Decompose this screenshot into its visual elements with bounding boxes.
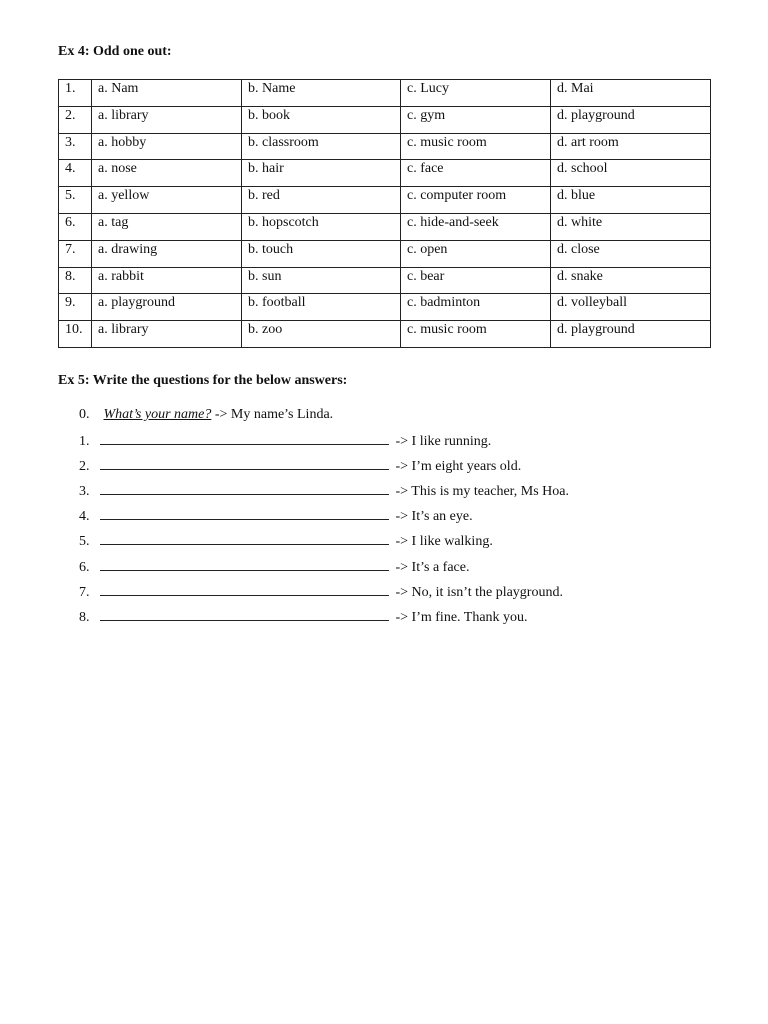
row-number: 7. [59,240,92,267]
option-c: c. bear [401,267,551,294]
answer-blank[interactable] [100,506,389,520]
answer-blank[interactable] [100,456,389,470]
table-row [59,240,711,267]
option-b: b. hopscotch [242,213,401,240]
answer-blank[interactable] [100,607,389,621]
list-item [79,557,569,582]
option-a: a. hobby [92,133,242,160]
row-number: 3. [59,133,92,160]
option-b: b. book [242,106,401,133]
option-c: c. hide-and-seek [401,213,551,240]
option-b: b. hair [242,160,401,187]
option-c: c. music room [401,321,551,348]
given-answer: -> I’m eight years old. [395,459,522,475]
option-d: d. playground [551,106,711,133]
option-c: c. music room [401,133,551,160]
table-row [59,80,711,107]
option-a: a. drawing [92,240,242,267]
option-c: c. face [401,160,551,187]
list-item [79,582,569,607]
option-b: b. sun [242,267,401,294]
table-row [59,187,711,214]
given-answer: -> This is my teacher, Ms Hoa. [395,484,569,500]
option-b: b. Name [242,80,401,107]
item-number: 4. [79,509,90,525]
given-answer: -> I like running. [395,434,492,450]
option-a: a. yellow [92,187,242,214]
ex4-heading: Ex 4: Odd one out: [58,44,172,59]
table-row [59,213,711,240]
option-d: d. art room [551,133,711,160]
example-item [79,406,569,431]
row-number: 9. [59,294,92,321]
option-b: b. football [242,294,401,321]
example-question: What’s your name? [103,407,212,422]
item-number: 8. [79,609,90,625]
option-d: d. white [551,213,711,240]
option-a: a. tag [92,213,242,240]
option-d: d. volleyball [551,294,711,321]
item-number: 5. [79,534,90,550]
ex5-heading: Ex 5: Write the questions for the below answers: [58,373,348,388]
option-d: d. school [551,160,711,187]
odd-one-out-table [58,79,711,348]
item-number: 7. [79,584,90,600]
answer-blank[interactable] [100,531,389,545]
item-number: 2. [79,459,90,475]
table-row [59,106,711,133]
item-number: 6. [79,559,90,575]
option-a: a. playground [92,294,242,321]
given-answer: -> It’s a face. [395,559,470,575]
list-item [79,531,569,556]
item-number: 3. [79,484,90,500]
option-d: d. close [551,240,711,267]
option-d: d. snake [551,267,711,294]
option-d: d. blue [551,187,711,214]
row-number: 5. [59,187,92,214]
given-answer: -> It’s an eye. [395,509,473,525]
option-c: c. open [401,240,551,267]
answer-blank[interactable] [100,431,389,445]
option-b: b. touch [242,240,401,267]
option-b: b. zoo [242,321,401,348]
table-row [59,133,711,160]
row-number: 4. [59,160,92,187]
table-row [59,294,711,321]
option-a: a. library [92,321,242,348]
answer-blank[interactable] [100,481,389,495]
item-number: 0. [79,407,90,422]
item-number: 1. [79,434,90,450]
option-a: a. nose [92,160,242,187]
given-answer: -> I like walking. [395,534,493,550]
example-answer: -> My name’s Linda. [214,407,334,422]
answer-blank[interactable] [100,557,389,571]
row-number: 1. [59,80,92,107]
list-item [79,456,569,481]
option-d: d. Mai [551,80,711,107]
option-c: c. gym [401,106,551,133]
table-row [59,160,711,187]
option-b: b. classroom [242,133,401,160]
given-answer: -> I’m fine. Thank you. [395,609,528,625]
option-c: c. computer room [401,187,551,214]
option-b: b. red [242,187,401,214]
row-number: 8. [59,267,92,294]
list-item [79,607,569,632]
option-a: a. library [92,106,242,133]
given-answer: -> No, it isn’t the playground. [395,584,563,600]
question-list [79,406,569,632]
option-a: a. rabbit [92,267,242,294]
option-c: c. badminton [401,294,551,321]
list-item [79,481,569,506]
row-number: 10. [59,321,92,348]
row-number: 2. [59,106,92,133]
option-d: d. playground [551,321,711,348]
row-number: 6. [59,213,92,240]
table-row [59,321,711,348]
list-item [79,506,569,531]
option-c: c. Lucy [401,80,551,107]
table-row [59,267,711,294]
list-item [79,431,569,456]
answer-blank[interactable] [100,582,389,596]
option-a: a. Nam [92,80,242,107]
